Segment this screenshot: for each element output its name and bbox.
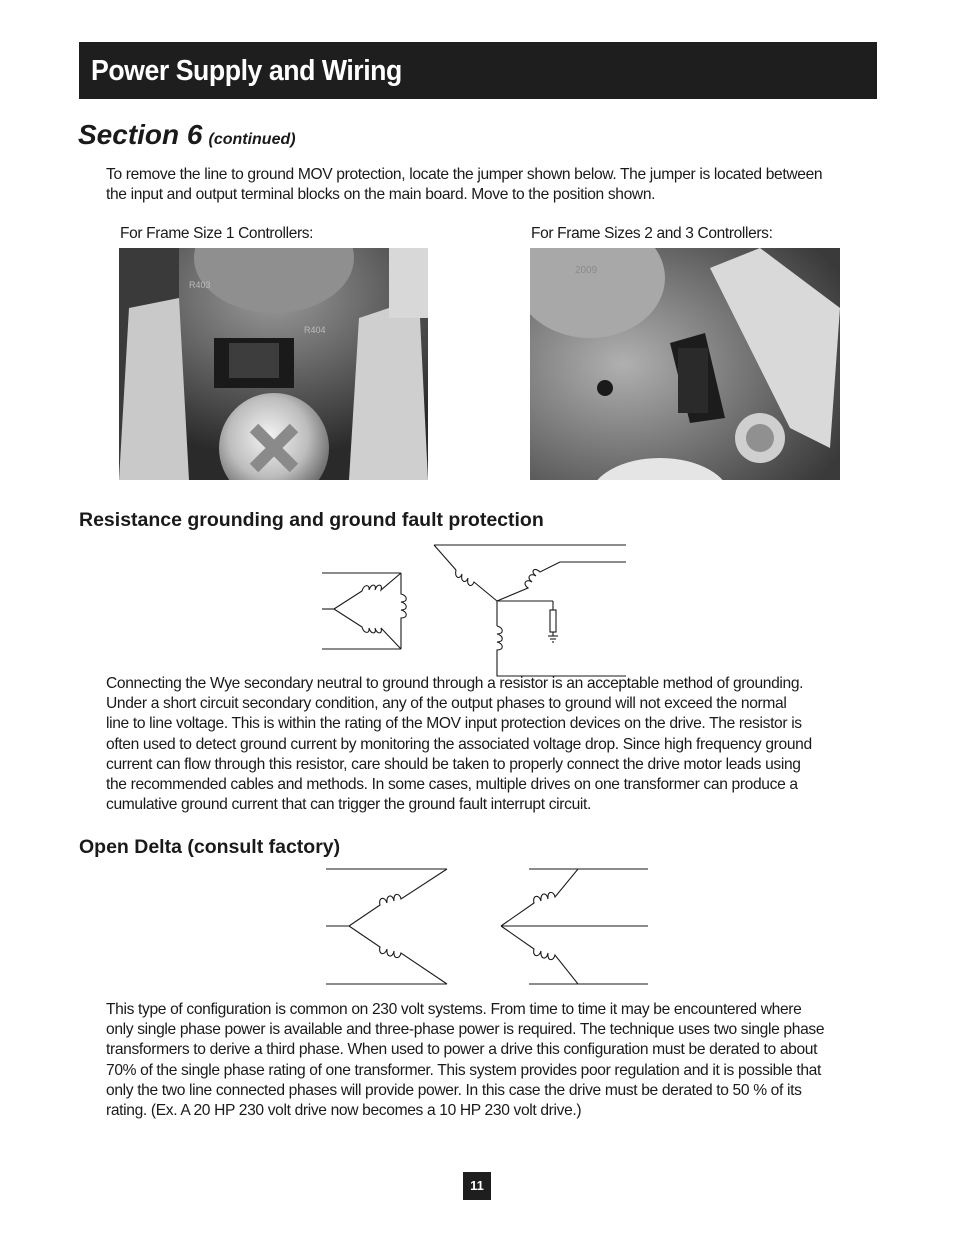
photo-caption-frame-1: For Frame Size 1 Controllers:	[120, 225, 314, 242]
open-delta-paragraph	[106, 1000, 876, 1121]
resistance-line: Under a short circuit secondary condition, any of the output phases to ground will not exceed the normal	[106, 695, 787, 713]
open-delta-line: only the two line connected phases will provide power. In this case the drive must be derated to 50 % of its	[106, 1081, 802, 1099]
open-delta-line: rating. (Ex. A 20 HP 230 volt drive now becomes a 10 HP 230 volt drive.)	[106, 1102, 582, 1120]
photo-label-r403: R403	[189, 280, 211, 290]
open-delta-line: This type of configuration is common on 230 volt systems. From time to time it may be encountered where	[106, 1001, 802, 1018]
open-delta-line: 70% of the single phase rating of one transformer. This system provides poor regulation and it is possible that	[106, 1061, 821, 1079]
section-continued: (continued)	[208, 131, 296, 148]
header-bar	[79, 42, 877, 99]
open-delta-heading: Open Delta (consult factory)	[79, 836, 341, 858]
jumper-photo-frame-1	[119, 248, 428, 480]
resistance-line: often used to detect ground current by monitoring the associated voltage drop. Since high frequency ground	[106, 735, 812, 753]
page-title: Power Supply and Wiring	[91, 55, 402, 87]
page-number: 11	[463, 1172, 491, 1200]
resistance-line: cumulative ground current that can trigger the ground fault interrupt circuit.	[106, 796, 591, 814]
intro-line: the input and output terminal blocks on the main board. Move to the position shown.	[106, 186, 656, 204]
photo-caption-frame-2-3: For Frame Sizes 2 and 3 Controllers:	[531, 225, 773, 242]
intro-line: To remove the line to ground MOV protection, locate the jumper shown below. The jumper is located between	[106, 166, 823, 183]
resistance-line: the recommended cables and methods. In some cases, multiple drives on one transformer can produce a	[106, 776, 798, 794]
jumper-photo-frame-2-3-image	[530, 248, 840, 480]
resistance-line: current can flow through this resistor, care should be taken to properly connect the drive motor leads using	[106, 755, 801, 773]
resistance-paragraph	[106, 674, 876, 815]
resistance-line: Connecting the Wye secondary neutral to ground through a resistor is an acceptable method of grounding.	[106, 675, 804, 692]
open-delta-line: only single phase power is available and three-phase power is required. The technique uses two single phase	[106, 1021, 825, 1039]
jumper-photo-frame-1-image	[119, 248, 428, 480]
resistance-line: line to line voltage. This is within the rating of the MOV input protection devices on the drive. The resistor is	[106, 715, 802, 733]
photo-label-r404: R404	[304, 325, 326, 335]
section-name: Section 6	[78, 119, 203, 150]
open-delta-line: transformers to derive a third phase. When used to power a drive this configuration must be derated to about	[106, 1041, 818, 1059]
photo-label-2009: 2009	[575, 265, 598, 276]
jumper-photo-frame-2-3	[530, 248, 840, 480]
intro-paragraph	[106, 165, 876, 205]
section-title	[78, 119, 296, 151]
resistance-heading: Resistance grounding and ground fault protection	[79, 509, 544, 531]
